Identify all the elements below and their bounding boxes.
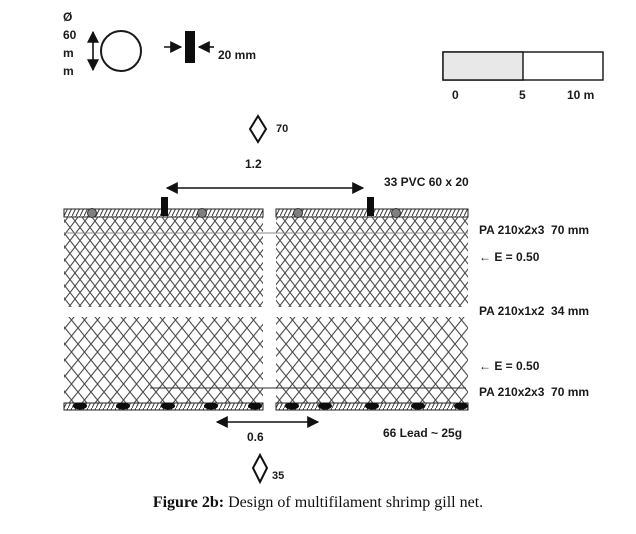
net-panel-left bbox=[64, 209, 263, 410]
lead-line-label: 66 Lead ~ 25g bbox=[383, 426, 463, 440]
panel-mid-label: PA 210x1x2 34 mm bbox=[479, 304, 590, 318]
scale-tick-5: 5 bbox=[519, 88, 526, 102]
scale-tick-0: 0 bbox=[452, 88, 459, 102]
diameter-unit-2: m bbox=[63, 64, 74, 78]
diameter-unit-1: m bbox=[63, 46, 74, 60]
lead-spacing-label: 0.6 bbox=[247, 430, 264, 444]
mesh-diameter-label bbox=[63, 8, 76, 80]
mesh-opening-bottom-label: 35 bbox=[272, 470, 285, 482]
scale-bar bbox=[443, 52, 603, 80]
figure-caption-text: Design of multifilament shrimp gill net. bbox=[224, 494, 484, 511]
panel-top-label: PA 210x2x3 70 mm bbox=[479, 223, 590, 237]
diameter-symbol: Ø bbox=[63, 10, 73, 24]
float-line-label: 33 PVC 60 x 20 bbox=[384, 175, 469, 189]
mesh-circle-icon bbox=[93, 31, 141, 71]
figure-caption-label: Figure 2b: bbox=[152, 494, 225, 511]
mesh-opening-top-label: 70 bbox=[276, 123, 289, 135]
diameter-value: 60 bbox=[63, 28, 77, 42]
float-bar-icon bbox=[164, 31, 214, 63]
mesh-opening-top-icon bbox=[250, 116, 266, 142]
hanging-ratio-top-label: ← E = 0.50 bbox=[479, 250, 540, 264]
float-spacing-label: 1.2 bbox=[245, 157, 262, 171]
panel-bottom-label: PA 210x2x3 70 mm bbox=[479, 385, 590, 399]
net-panel-right bbox=[276, 209, 468, 410]
scale-tick-10: 10 m bbox=[567, 88, 595, 102]
figure-caption bbox=[0, 494, 636, 512]
mesh-opening-bottom-icon bbox=[253, 455, 267, 482]
hanging-ratio-bottom-label: ← E = 0.50 bbox=[479, 359, 540, 373]
float-width-label: 20 mm bbox=[218, 48, 257, 62]
